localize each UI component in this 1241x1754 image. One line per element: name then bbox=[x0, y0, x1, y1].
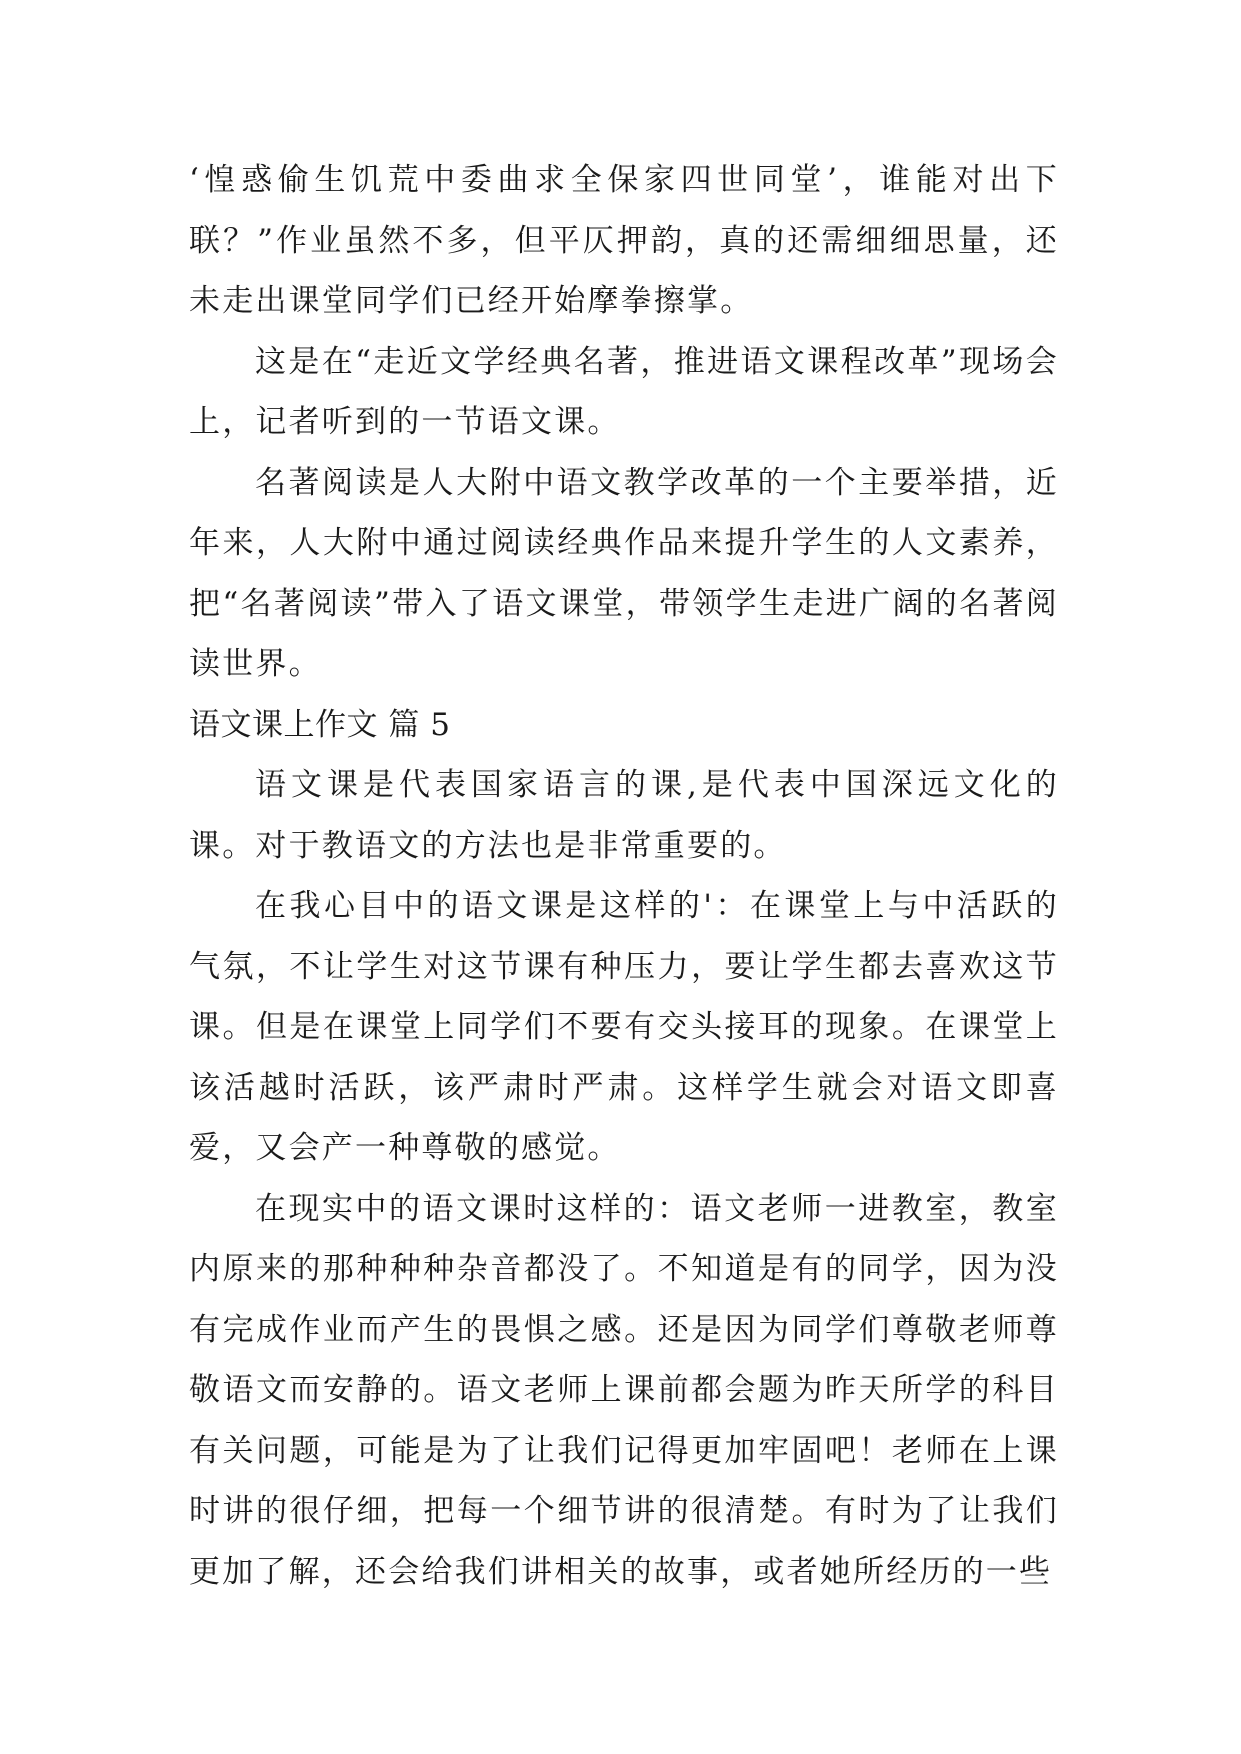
section-heading: 语文课上作文 篇 5 bbox=[189, 706, 451, 743]
paragraph-ideal-class: 在我心目中的语文课是这样的'：在课堂上与中活跃的气氛，不让学生对这节课有种压力，要让学生都去喜欢这节课。但是在课堂上同学们不要有交头接耳的现象。在课堂上该活越时活跃，该严肃时严肃。这样学生就会对语文即喜爱，又会产一种尊敬的感觉。 bbox=[189, 888, 1059, 1166]
paragraph-continued: ‘惶惑偷生饥荒中委曲求全保家四世同堂’，谁能对出下联？”作业虽然不多，但平仄押韵，真的还需细细思量，还未走出课堂同学们已经开始摩拳擦掌。 bbox=[189, 162, 1059, 319]
paragraph-intro: 语文课是代表国家语言的课,是代表中国深远文化的课。对于教语文的方法也是非常重要的。 bbox=[189, 767, 1059, 864]
paragraph-reading: 名著阅读是人大附中语文教学改革的一个主要举措，近年来，人大附中通过阅读经典作品来提升学生的人文素养，把“名著阅读”带入了语文课堂，带领学生走进广阔的名著阅读世界。 bbox=[189, 464, 1059, 682]
paragraph-real-class: 在现实中的语文课时这样的：语文老师一进教室，教室内原来的那种种种杂音都没了。不知道是有的同学，因为没有完成作业而产生的畏惧之感。还是因为同学们尊敬老师尊敬语文而安静的。语文老师上课前都会题为昨天所学的科目有关问题，可能是为了让我们记得更加牢固吧！老师在上课时讲的很仔细，把每一个细节讲的很清楚。有时为了让我们更加了解，还会给我们讲相关的故事，或者她所经历的一些 bbox=[189, 1190, 1059, 1590]
document-body bbox=[189, 150, 1059, 1602]
paragraph-scene: 这是在“走近文学经典名著，推进语文课程改革”现场会上，记者听到的一节语文课。 bbox=[189, 343, 1059, 440]
